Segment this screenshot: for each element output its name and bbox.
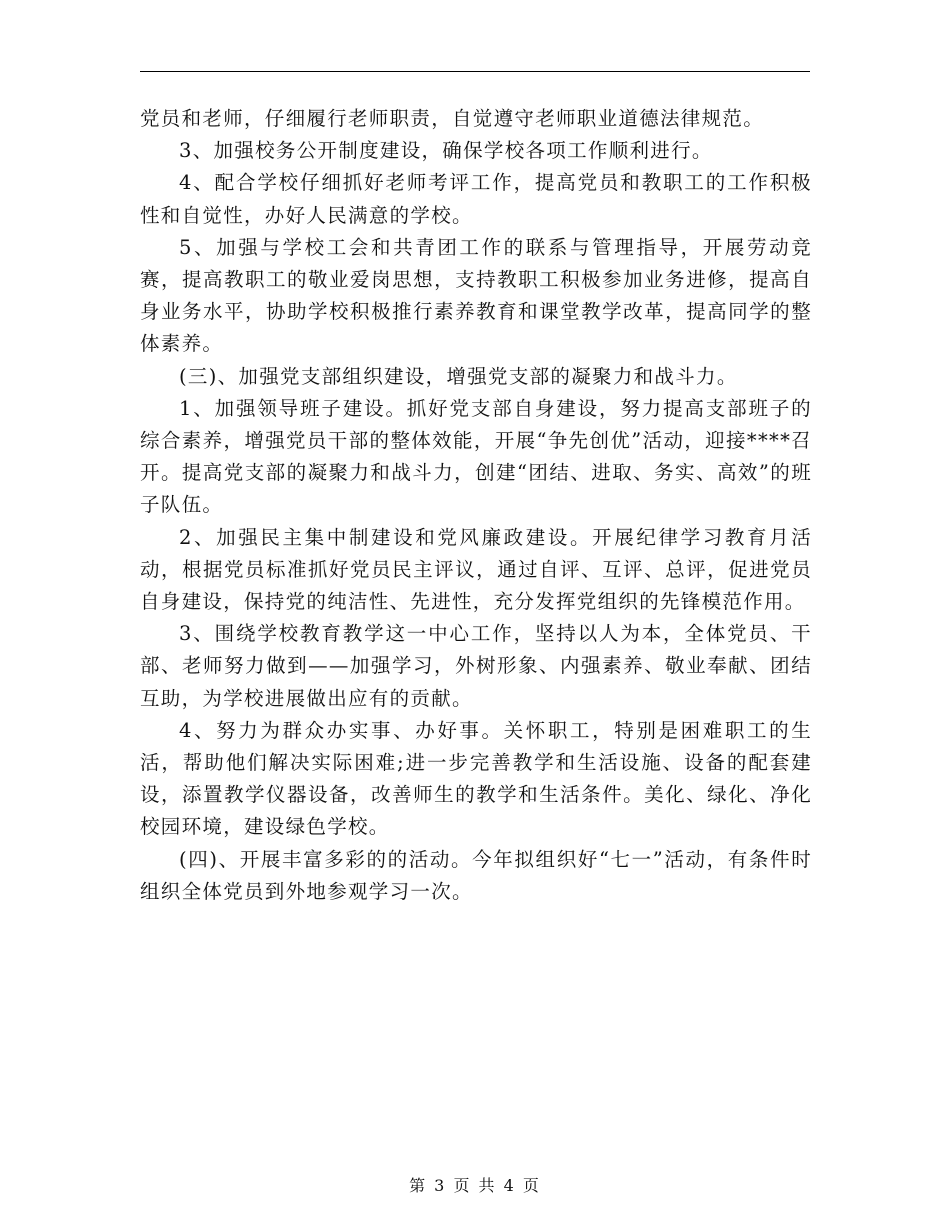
- section-heading-3: (三)、加强党支部组织建设，增强党支部的凝聚力和战斗力。: [179, 364, 738, 388]
- paragraph-item-3: 3、加强校务公开制度建设，确保学校各项工作顺利进行。: [179, 139, 713, 163]
- page-number-footer: 第 3 页 共 4 页: [409, 1176, 541, 1195]
- document-body: [140, 103, 812, 908]
- paragraph-item-1: 1、加强领导班子建设。抓好党支部自身建设，努力提高支部班子的综合素养，增强党员干部的整体效能，开展“争先创优”活动，迎接****召开。提高党支部的凝聚力和战斗力，创建“团结、进取、务实、高效”的班子队伍。: [140, 396, 812, 517]
- paragraph-item-4: 4、配合学校仔细抓好老师考评工作，提高党员和教职工的工作积极性和自觉性，办好人民满意的学校。: [140, 171, 812, 227]
- section-heading-4: (四)、开展丰富多彩的的活动。今年拟组织好“七一”活动，有条件时组织全体党员到外地参观学习一次。: [140, 847, 812, 903]
- paragraph-item-2: 2、加强民主集中制建设和党风廉政建设。开展纪律学习教育月活动，根据党员标准抓好党员民主评议，通过自评、互评、总评，促进党员自身建设，保持党的纯洁性、先进性，充分发挥党组织的先锋模范作用。: [140, 525, 812, 614]
- paragraph-item-4b: 4、努力为群众办实事、办好事。关怀职工，特别是困难职工的生活，帮助他们解决实际困难;进一步完善教学和生活设施、设备的配套建设，添置教学仪器设备，改善师生的教学和生活条件。美化、绿化、净化校园环境，建设绿色学校。: [140, 718, 812, 839]
- paragraph-continuation: 党员和老师，仔细履行老师职责，自觉遵守老师职业道德法律规范。: [140, 107, 765, 130]
- paragraph-item-3b: 3、围绕学校教育教学这一中心工作，坚持以人为本，全体党员、干部、老师努力做到——加强学习，外树形象、内强素养、敬业奉献、团结互助，为学校进展做出应有的贡献。: [140, 622, 812, 710]
- header-rule: [140, 71, 810, 72]
- paragraph-item-5: 5、加强与学校工会和共青团工作的联系与管理指导，开展劳动竞赛，提高教职工的敬业爱岗思想，支持教职工积极参加业务进修，提高自身业务水平，协助学校积极推行素养教育和课堂教学改革，提高同学的整体素养。: [140, 235, 812, 356]
